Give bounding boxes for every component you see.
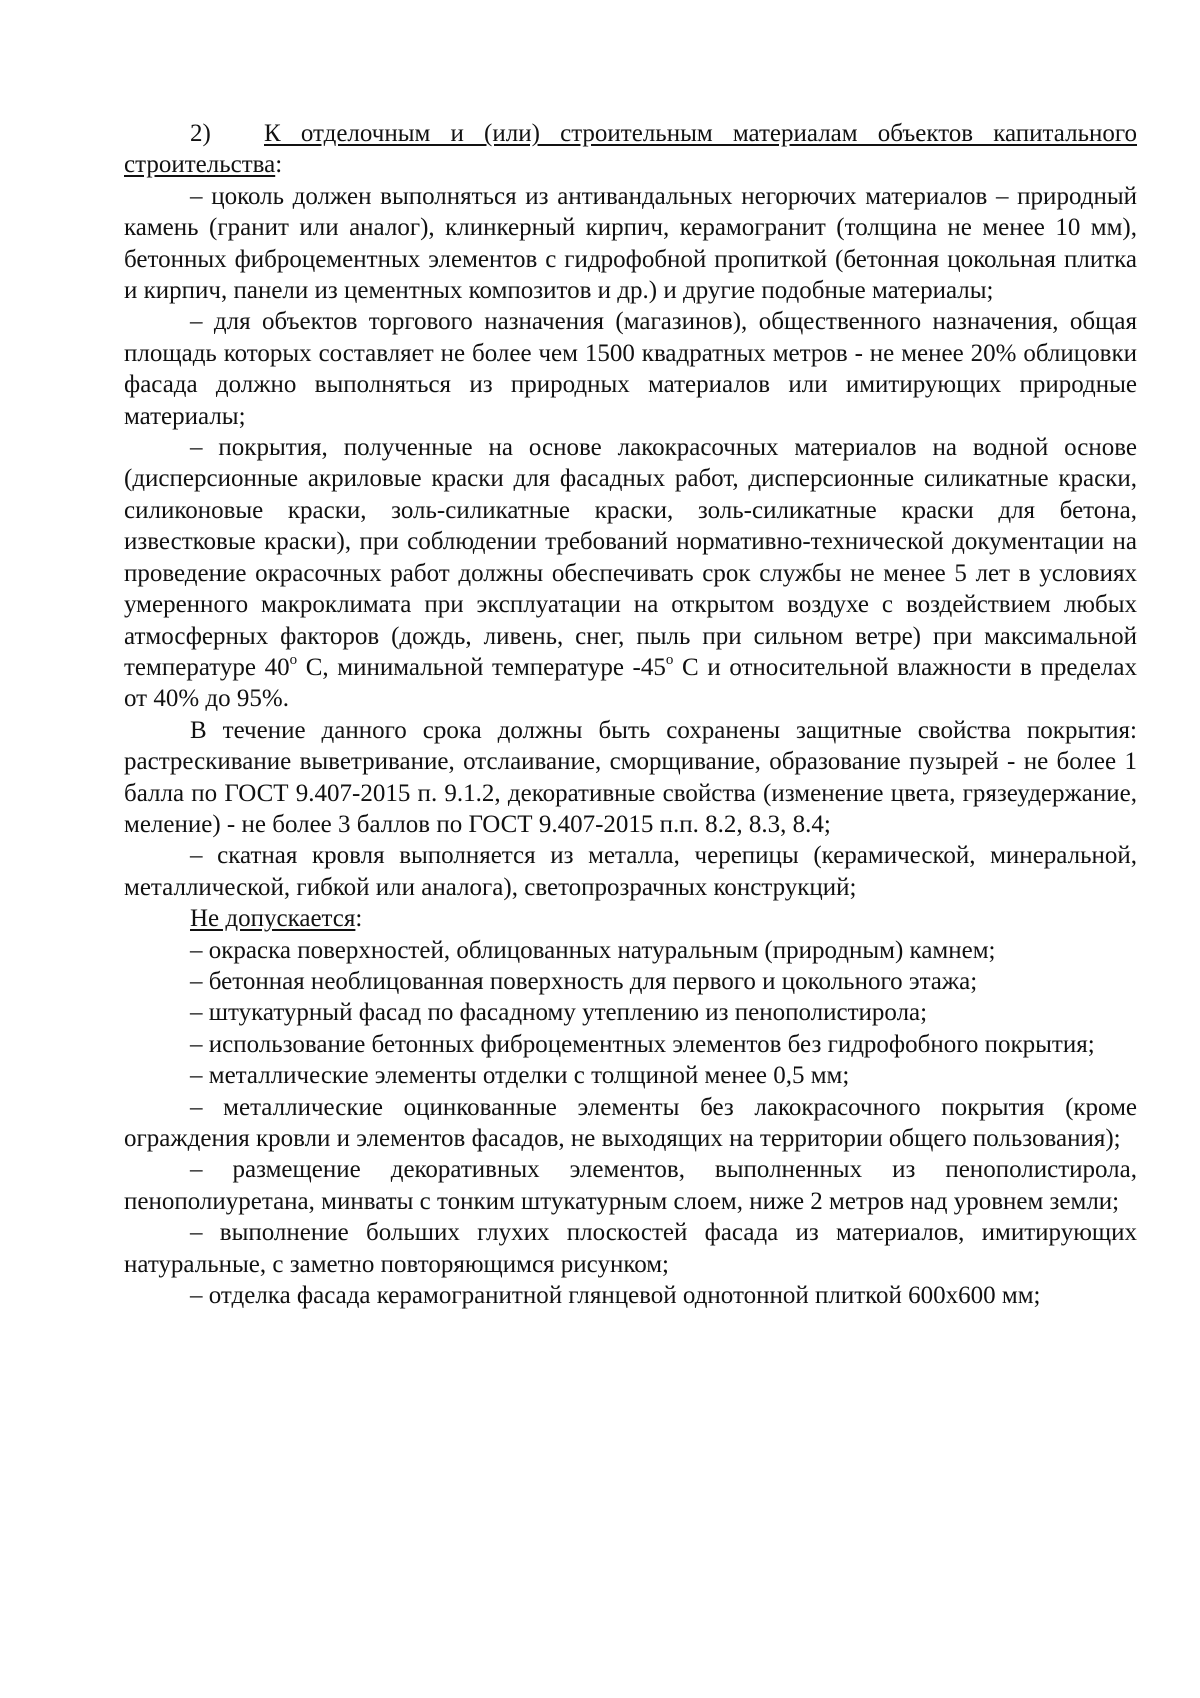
prohibited-item: – выполнение больших глухих плоскостей фасада из материалов, имитирующих натуральные, с заметно повторяющимся рисунком; — [124, 1219, 1137, 1278]
section-number: 2) — [190, 120, 211, 147]
prohibited-item: – бетонная необлицованная поверхность для первого и цокольного этажа; — [190, 967, 978, 995]
term-paragraph: В течение данного срока должны быть сохранены защитные свойства покрытия: растрескивание выветривание, отслаивание, сморщивание, образование пузырей - не более 1 балла по ГОСТ 9.407-2015 п. 9.1.2, декоративные свойства (изменение цвета, грязеудержание, меление) - не более 3 баллов по ГОСТ 9.407-2015 п.п. 8.2, 8.3, 8.4; — [124, 716, 1137, 838]
paint-text-c: С и относительной влажности в пределах от 40% до 95%. — [124, 653, 1138, 713]
prohibited-item: – отделка фасада керамогранитной глянцевой однотонной плиткой 600х600 мм; — [190, 1282, 1041, 1310]
item-commercial-facade: – для объектов торгового назначения (магазинов), общественного назначения, общая площадь которых составляет не более чем 1500 квадратных метров - не менее 20% облицовки фасада должно выполняться из природных материалов или имитирующих природные материалы; — [124, 308, 1137, 430]
section-heading — [124, 118, 1137, 181]
item-paint-coatings — [124, 432, 1137, 715]
prohibited-item: – штукатурный фасад по фасадному утеплению из пенополистирола; — [190, 999, 928, 1027]
degree-sign-1: o — [289, 651, 298, 668]
roof-paragraph: – скатная кровля выполняется из металла, черепицы (керамической, минеральной, металлической, гибкой или аналога), светопрозрачных конструкций; — [124, 842, 1137, 901]
paint-text-a: – покрытия, полученные на основе лакокрасочных материалов на водной основе (дисперсионные акриловые краски для фасадных работ, дисперсионные силикатные краски, силиконовые краски, золь-силикатные краски, золь-силикатные краски для бетона, известковые краски), при соблюдении требований нормативно-технической документации на проведение окрасочных работ должны обеспечивать срок службы не менее 5 лет в условиях умеренного макроклимата при эксплуатации на открытом воздухе с воздействием любых атмосферных факторов (дождь, ливень, снег, пыль при сильном ветре) при максимальной температуре 40 — [124, 434, 1137, 681]
not-allowed-label: Не допускается — [190, 905, 356, 933]
prohibited-item: – использование бетонных фиброцементных элементов без гидрофобного покрытия; — [190, 1030, 1095, 1058]
prohibited-item: – окраска поверхностей, облицованных натуральным (природным) камнем; — [190, 936, 996, 964]
document-body — [124, 118, 1137, 1311]
prohibited-item: – металлические элементы отделки с толщиной менее 0,5 мм; — [190, 1062, 850, 1090]
section-title-colon: : — [275, 151, 283, 179]
paint-text-b: С, минимальной температуре -45 — [297, 653, 666, 681]
degree-sign-2: o — [665, 651, 674, 668]
not-allowed-colon: : — [355, 905, 363, 933]
item-plinth: – цоколь должен выполняться из антивандальных негорючих материалов – природный камень (гранит или аналог), клинкерный кирпич, керамогранит (толщина не менее 10 мм), бетонных фиброцементных элементов с гидрофобной пропиткой (бетонная цокольная плитка и кирпич, панели из цементных композитов и др.) и другие подобные материалы; — [124, 182, 1137, 305]
section-title: К отделочным и (или) строительным материалам объектов капитального строительства — [124, 120, 1137, 179]
prohibited-item: – металлические оцинкованные элементы без лакокрасочного покрытия (кроме ограждения кровли и элементов фасадов, не выходящих на территории общего пользования); — [124, 1093, 1137, 1152]
not-allowed-heading — [124, 903, 1137, 934]
prohibited-item: – размещение декоративных элементов, выполненных из пенополистирола, пенополиуретана, минваты с тонким штукатурным слоем, ниже 2 метров над уровнем земли; — [124, 1156, 1137, 1215]
